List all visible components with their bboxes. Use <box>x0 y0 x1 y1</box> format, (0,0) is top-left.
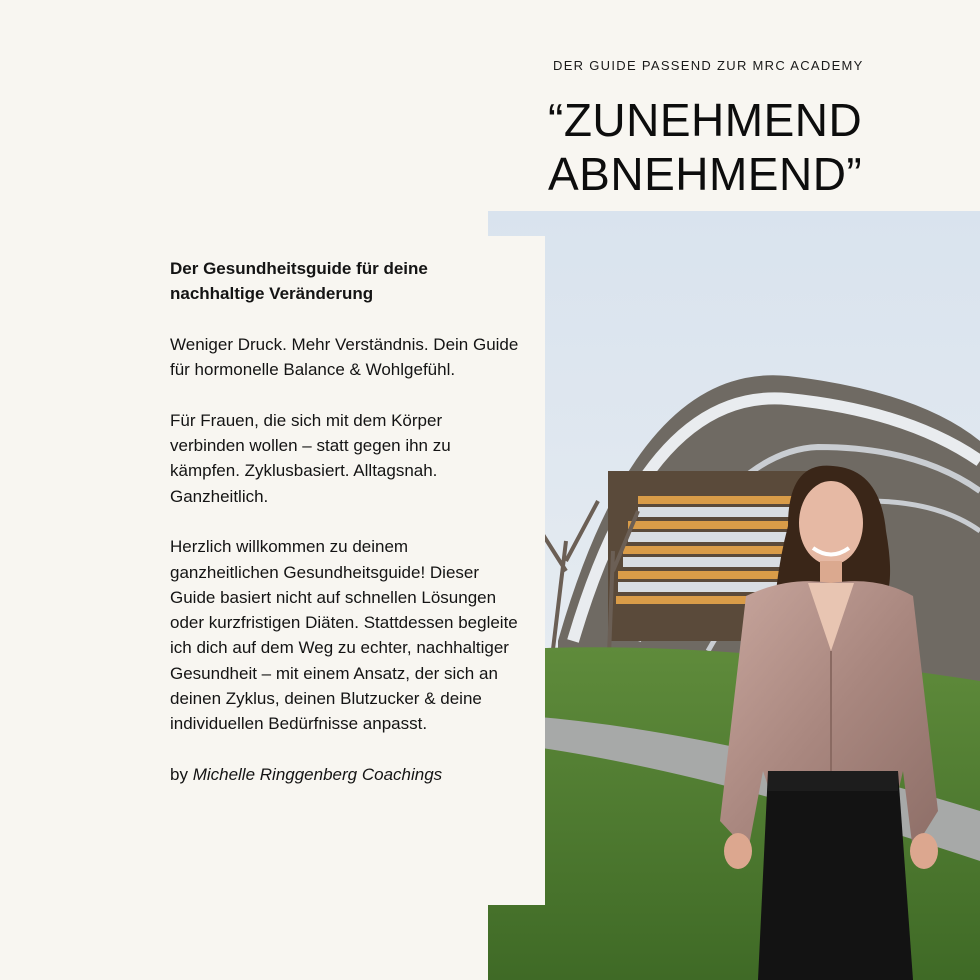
byline-prefix: by <box>170 764 193 784</box>
title-line-1: “ZUNEHMEND <box>548 94 863 146</box>
portrait-photo <box>488 211 980 980</box>
byline <box>170 762 520 787</box>
guide-eyebrow: DER GUIDE PASSEND ZUR MRC ACADEMY <box>553 58 864 73</box>
intro-text <box>170 256 520 813</box>
guide-title <box>548 93 862 201</box>
title-line-2: ABNEHMEND” <box>548 148 863 200</box>
paragraph-intro: Weniger Druck. Mehr Verständnis. Dein Guide für hormonelle Balance & Wohlgefühl. <box>170 334 519 380</box>
intro-card <box>0 236 545 905</box>
lead-heading: Der Gesundheitsguide für deine nachhaltige Veränderung <box>170 259 428 304</box>
paragraph-welcome: Herzlich willkommen zu deinem ganzheitlichen Gesundheitsguide! Dieser Guide basiert nicht auf schnellen Lösungen oder kurzfristigen Diäten. Stattdessen begleite ich dich auf dem Weg zu echter, nachhaltiger Gesundheit – mit einem Ansatz, der sich an deinen Zyklus, deinen Blutzucker & deine individuellen Bedürfnisse anpasst. <box>170 537 518 734</box>
paragraph-audience: Für Frauen, die sich mit dem Körper verbinden wollen – statt gegen ihn zu kämpfen. Zyklusbasiert. Alltagsnah. Ganzheitlich. <box>170 410 451 506</box>
byline-author: Michelle Ringgenberg Coachings <box>192 764 443 784</box>
